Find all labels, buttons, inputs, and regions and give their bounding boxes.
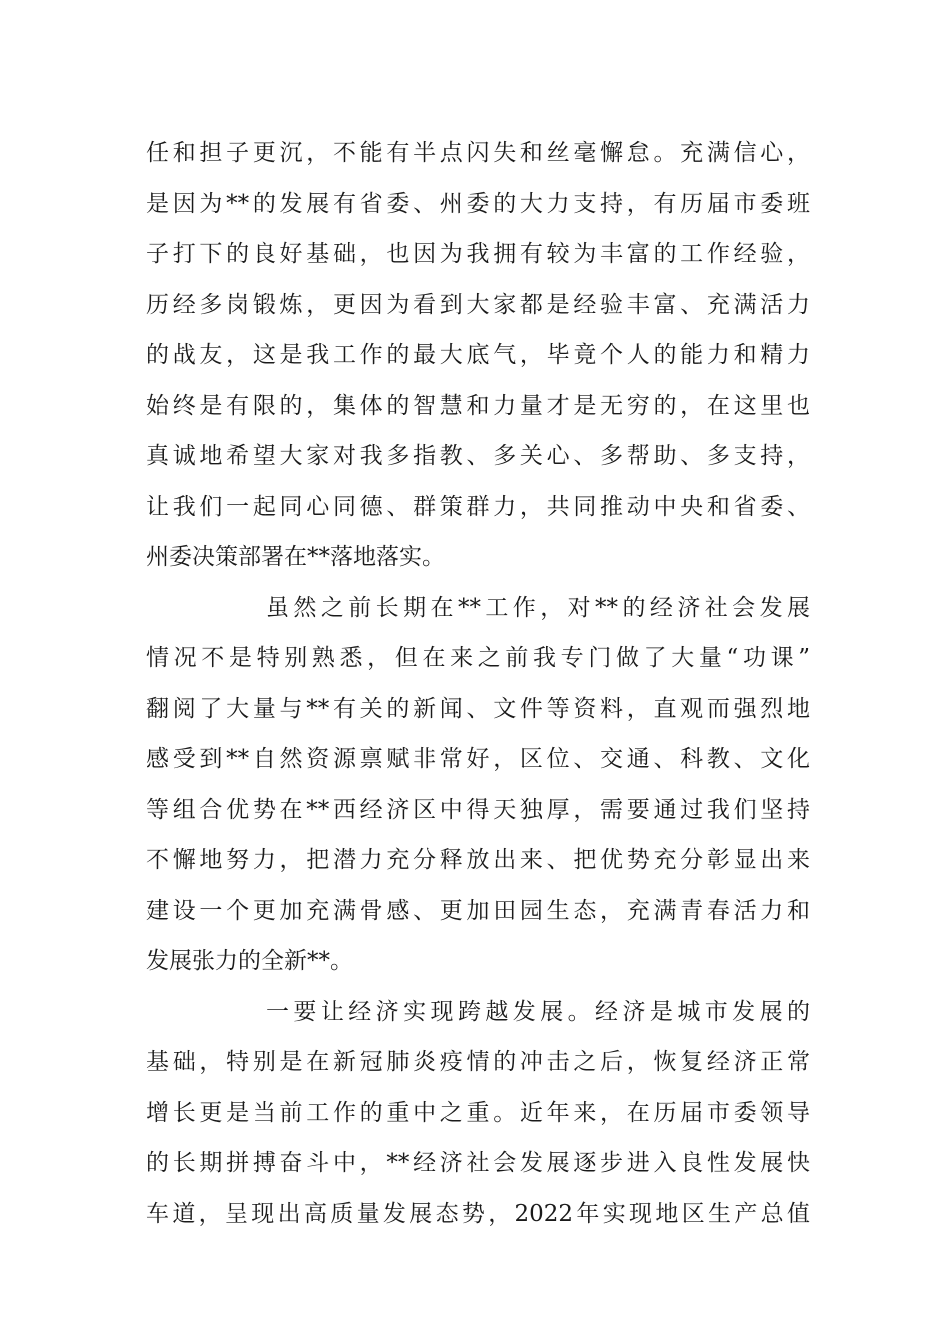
document-body <box>146 128 810 1239</box>
text-line: 历经多岗锻炼，更因为看到大家都是经验丰富、充满活力 <box>146 291 810 318</box>
text-line: 任和担子更沉，不能有半点闪失和丝毫懈怠。充满信心， <box>146 140 810 166</box>
paragraph-2 <box>146 583 810 987</box>
text-line: 增长更是当前工作的重中之重。近年来，在历届市委领导 <box>146 1099 810 1126</box>
paragraph-3 <box>146 987 810 1240</box>
text-line: 子打下的良好基础，也因为我拥有较为丰富的工作经验， <box>146 241 810 267</box>
text-line: 翻阅了大量与**有关的新闻、文件等资料，直观而强烈地 <box>146 695 810 722</box>
paragraph-1 <box>146 128 810 583</box>
text-line: 情况不是特别熟悉，但在来之前我专门做了大量“功课” <box>146 645 810 671</box>
text-line: 始终是有限的，集体的智慧和力量才是无穷的，在这里也 <box>146 392 810 419</box>
text-line: 州委决策部署在**落地落实。 <box>146 544 445 570</box>
text-line: 的战友，这是我工作的最大底气，毕竟个人的能力和精力 <box>146 342 810 368</box>
text-line: 感受到**自然资源禀赋非常好，区位、交通、科教、文化 <box>146 746 810 772</box>
text-line: 车道，呈现出高质量发展态势，2022年实现地区生产总值 <box>146 1200 810 1227</box>
text-line: 真诚地希望大家对我多指教、多关心、多帮助、多支持， <box>146 443 810 469</box>
text-line: 一要让经济实现跨越发展。经济是城市发展的 <box>266 998 810 1025</box>
text-line: 建设一个更加充满骨感、更加田园生态，充满青春活力和 <box>146 897 810 924</box>
text-line: 虽然之前长期在**工作，对**的经济社会发展 <box>266 594 810 621</box>
text-line: 让我们一起同心同德、群策群力，共同推动中央和省委、 <box>146 493 810 520</box>
text-line: 是因为**的发展有省委、州委的大力支持，有历届市委班 <box>146 190 810 217</box>
text-line: 不懈地努力，把潜力充分释放出来、把优势充分彰显出来 <box>146 847 810 873</box>
text-line: 的长期拼搏奋斗中，**经济社会发展逐步进入良性发展快 <box>146 1150 810 1176</box>
text-line: 发展张力的全新**。 <box>146 948 353 974</box>
text-line: 等组合优势在**西经济区中得天独厚，需要通过我们坚持 <box>146 796 810 823</box>
text-line: 基础，特别是在新冠肺炎疫情的冲击之后，恢复经济正常 <box>146 1049 810 1075</box>
